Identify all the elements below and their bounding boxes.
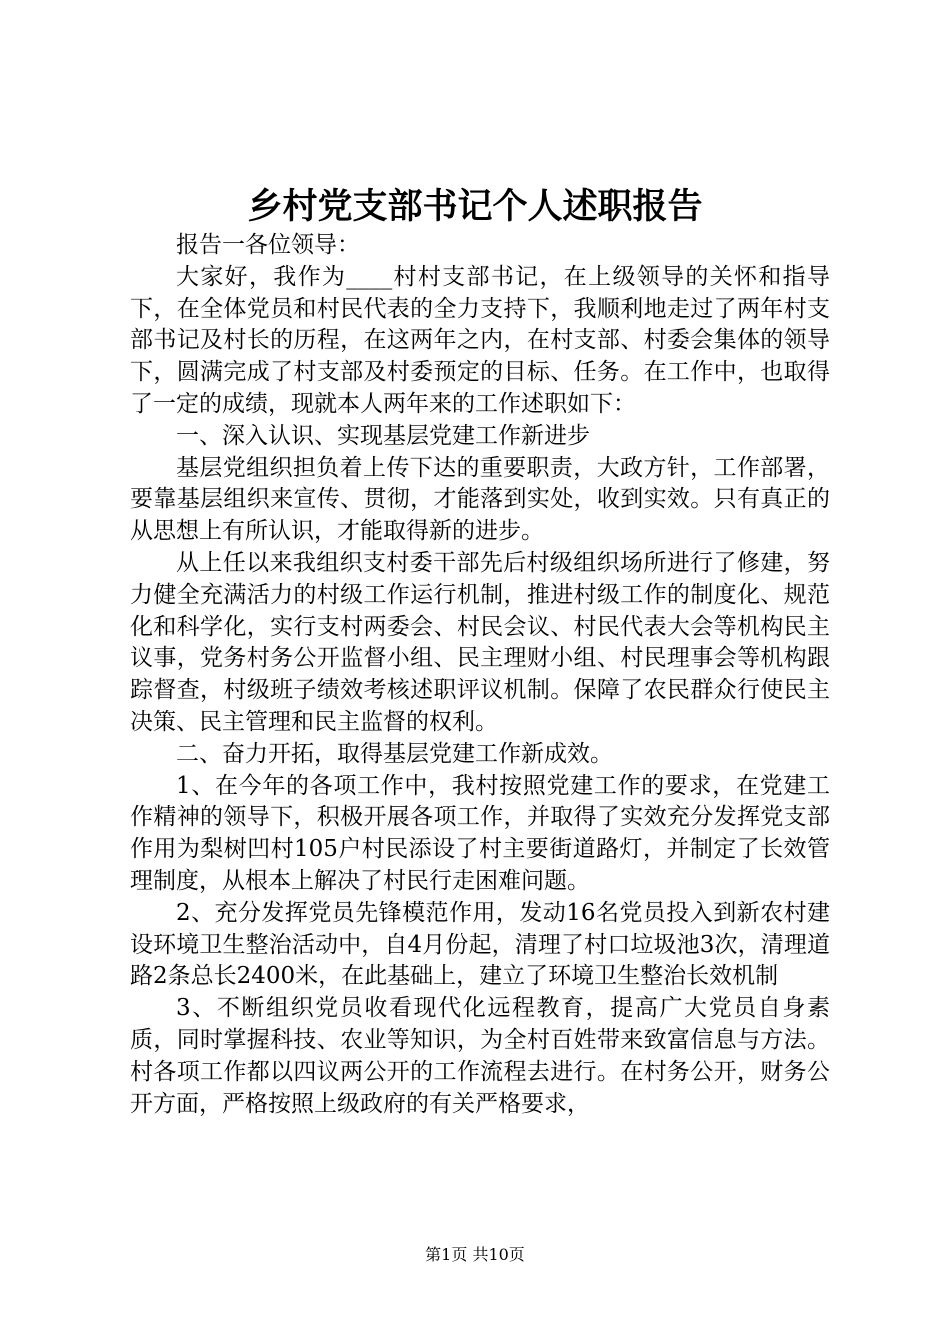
paragraph-item-3: 3、不断组织党员收看现代化远程教育，提高广大党员自身素质，同时掌握科技、农业等知识，为全村百姓带来致富信息与方法。村各项工作都以四议两公开的工作流程去进行。在村务公开，财务公开方面，严格按照上级政府的有关严格要求， xyxy=(130,995,830,1117)
paragraph-item-1: 1、在今年的各项工作中，我村按照党建工作的要求，在党建工作精神的领导下，积极开展各项工作，并取得了实效充分发挥党支部作用为梨树凹村105户村民添设了村主要街道路灯，并制定了长效管理制度，从根本上解决了村民行走困难问题。 xyxy=(130,772,830,894)
paragraph-salutation: 报告一各位领导： xyxy=(176,232,360,258)
section-heading-1: 一、深入认识、实现基层党建工作新进步 xyxy=(176,422,590,449)
document-body xyxy=(130,230,830,1120)
paragraph-intro: 大家好，我作为____村村支部书记，在上级领导的关怀和指导下，在全体党员和村民代表的全力支持下，我顺利地走过了两年村支部书记及村长的历程，在这两年之内，在村支部、村委会集体的领导下，圆满完成了村支部及村委预定的目标、任务。在工作中，也取得了一定的成绩，现就本人两年来的工作述职如下： xyxy=(130,263,830,417)
paragraph: 基层党组织担负着上传下达的重要职责，大政方针，工作部署，要靠基层组织来宣传、贯彻，才能落到实处，收到实效。只有真正的从思想上有所认识，才能取得新的进步。 xyxy=(130,454,830,545)
page-footer: 第1页 共10页 xyxy=(425,1245,525,1264)
section-heading-2: 二、奋力开拓，取得基层党建工作新成效。 xyxy=(176,740,613,767)
paragraph: 从上任以来我组织支村委干部先后村级组织场所进行了修建，努力健全充满活力的村级工作运行机制，推进村级工作的制度化、规范化和科学化，实行支村两委会、村民会议、村民代表大会等机构民主议事，党务村务公开监督小组、民主理财小组、村民理事会等机构跟踪督查，村级班子绩效考核述职评议机制。保障了农民群众行使民主决策、民主管理和民主监督的权利。 xyxy=(130,549,830,735)
paragraph-item-2: 2、充分发挥党员先锋模范作用，发动16名党员投入到新农村建设环境卫生整治活动中，自4月份起，清理了村口垃圾池3次，清理道路2条总长2400米，在此基础上，建立了环境卫生整治长效机制 xyxy=(130,899,830,990)
document-title: 乡村党支部书记个人述职报告 xyxy=(247,187,703,227)
